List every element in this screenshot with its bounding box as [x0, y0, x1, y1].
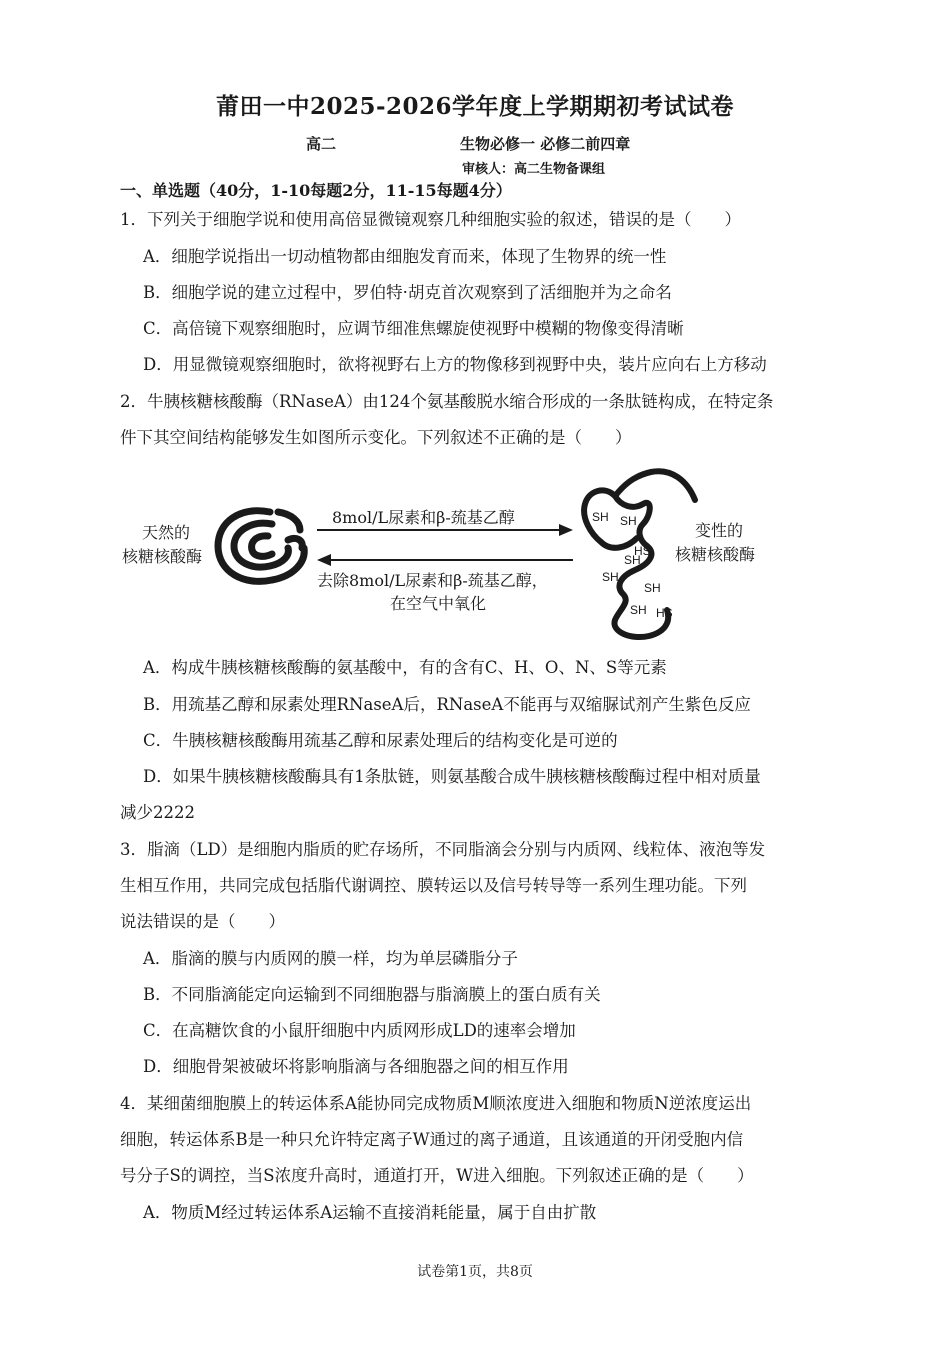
q3-option-b: B．不同脂滴能定向运输到不同细胞器与脂滴膜上的蛋白质有关 [143, 985, 601, 1004]
q2-option-c: C．牛胰核糖核酸酶用巯基乙醇和尿素处理后的结构变化是可逆的 [143, 731, 618, 750]
native-label-1: 天然的 [142, 523, 191, 542]
q1-option-a: A．细胞学说指出一切动植物都由细胞发育而来，体现了生物界的统一性 [143, 247, 667, 266]
q3-stem-line2: 生相互作用，共同完成包括脂代谢调控、膜转运以及信号转导等一系列生理功能。下列 [120, 876, 747, 895]
grade-label: 高二 [306, 135, 337, 153]
q1-option-b: B．细胞学说的建立过程中，罗伯特·胡克首次观察到了活细胞并为之命名 [143, 283, 672, 302]
q3-option-d: D．细胞骨架被破坏将影响脂滴与各细胞器之间的相互作用 [143, 1057, 569, 1076]
q2-option-a: A．构成牛胰核糖核酸酶的氨基酸中，有的含有C、H、O、N、S等元素 [143, 658, 667, 677]
hs-label-1: HS [634, 544, 651, 558]
q2-stem-line1: 2．牛胰核糖核酸酶（RNaseA）由124个氨基酸脱水缩合形成的一条肽链构成，在特定条 [120, 392, 774, 411]
q3-stem-line1: 3．脂滴（LD）是细胞内脂质的贮存场所，不同脂滴会分别与内质网、线粒体、液泡等发 [120, 840, 766, 859]
denatured-label-1: 变性的 [695, 521, 744, 540]
section-heading: 一、单选题（40分，1-10每题2分，11-15每题4分） [120, 181, 512, 200]
q4-stem-line3: 号分子S的调控，当S浓度升高时，通道打开，W进入细胞。下列叙述正确的是（ ） [120, 1166, 754, 1185]
hs-label-2: HS [656, 606, 673, 620]
subject-label: 生物必修一 必修二前四章 [460, 135, 631, 153]
reverse-condition-1: 去除8mol/L尿素和β-巯基乙醇， [317, 571, 548, 590]
reverse-arrow [315, 552, 575, 568]
native-label-2: 核糖核酸酶 [122, 547, 203, 566]
reverse-condition-2: 在空气中氧化 [390, 594, 487, 613]
forward-arrow [315, 522, 575, 538]
forward-condition: 8mol/L尿素和β-巯基乙醇 [332, 508, 515, 527]
reviewer-label: 审核人：高二生物备课组 [462, 162, 606, 177]
q1-option-d: D．用显微镜观察细胞时，欲将视野右上方的物像移到视野中央，装片应向右上方移动 [143, 355, 767, 374]
q2-option-d-line1: D．如果牛胰核糖核酸酶具有1条肽链，则氨基酸合成牛胰核糖核酸酶过程中相对质量 [143, 767, 761, 786]
q2-option-d-line2: 减少2222 [120, 803, 195, 822]
q4-option-a: A．物质M经过转运体系A运输不直接消耗能量，属于自由扩散 [143, 1203, 597, 1222]
sh-label-2: SH [620, 514, 637, 528]
sh-label-5: SH [644, 581, 661, 595]
q1-stem: 1．下列关于细胞学说和使用高倍显微镜观察几种细胞实验的叙述，错误的是（ ） [120, 210, 741, 229]
native-protein-graphic [210, 500, 315, 595]
rnase-diagram [110, 460, 830, 645]
q2-option-b: B．用巯基乙醇和尿素处理RNaseA后，RNaseA不能再与双缩脲试剂产生紫色反应 [143, 695, 751, 714]
denatured-label-2: 核糖核酸酶 [675, 545, 756, 564]
sh-label-3: SH [624, 553, 641, 567]
q4-stem-line1: 4．某细菌细胞膜上的转运体系A能协同完成物质M顺浓度进入细胞和物质N逆浓度运出 [120, 1094, 752, 1113]
q3-option-c: C．在高糖饮食的小鼠肝细胞中内质网形成LD的速率会增加 [143, 1021, 576, 1040]
page-footer: 试卷第1页，共8页 [417, 1264, 533, 1280]
q4-stem-line2: 细胞，转运体系B是一种只允许特定离子W通过的离子通道，且该通道的开闭受胞内信 [120, 1130, 744, 1149]
q2-stem-line2: 件下其空间结构能够发生如图所示变化。下列叙述不正确的是（ ） [120, 428, 632, 447]
sh-label-4: SH [602, 570, 619, 584]
q3-option-a: A．脂滴的膜与内质网的膜一样，均为单层磷脂分子 [143, 949, 518, 968]
q1-option-c: C．高倍镜下观察细胞时，应调节细准焦螺旋使视野中模糊的物像变得清晰 [143, 319, 684, 338]
sh-label-6: SH [630, 603, 647, 617]
exam-title: 莆田一中2025-2026学年度上学期期初考试试卷 [215, 93, 735, 120]
sh-label-1: SH [592, 510, 609, 524]
q3-stem-line3: 说法错误的是（ ） [120, 912, 285, 931]
